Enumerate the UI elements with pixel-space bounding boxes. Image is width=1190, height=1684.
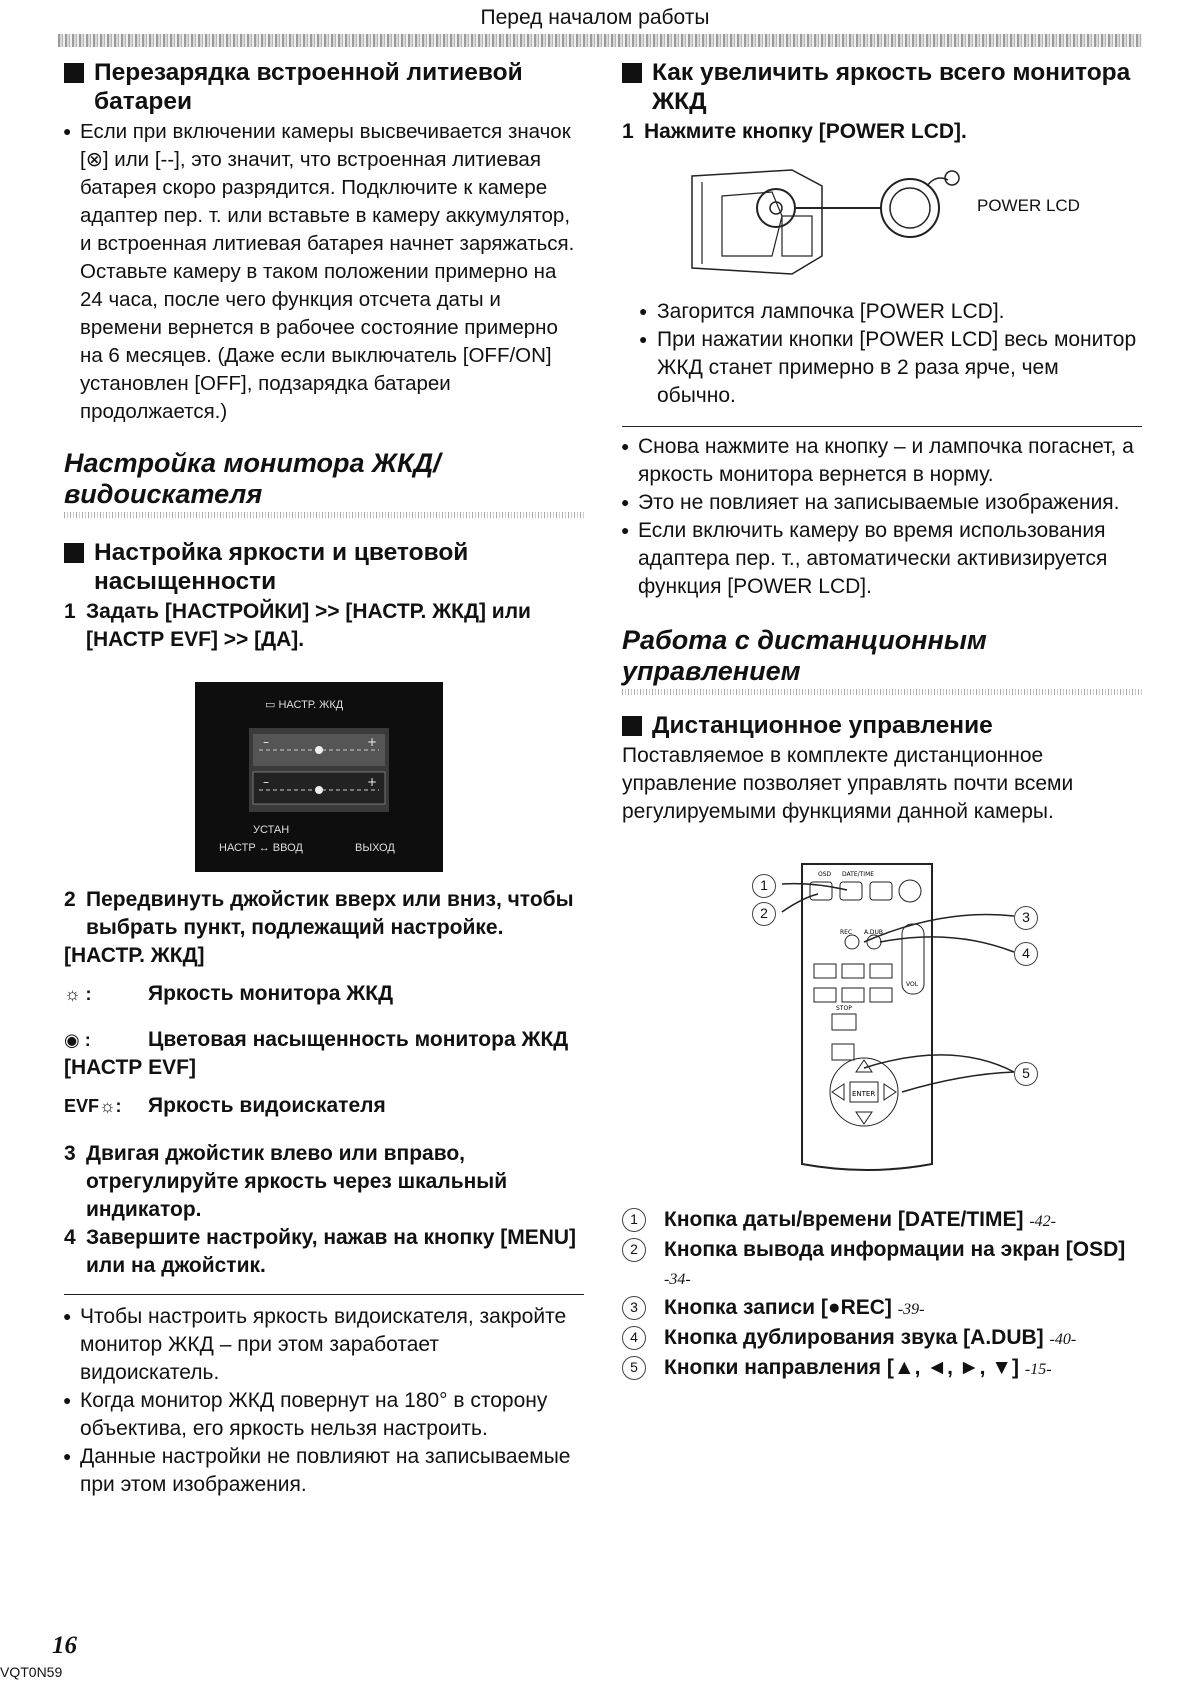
divider [64, 1294, 584, 1295]
evf-settings-label: [НАСТР EVF] [64, 1056, 196, 1079]
legend-item-2: 2 Кнопка вывода информации на экран [OSD] -34- [622, 1236, 1142, 1294]
remote-description: Поставляемое в комплекте дистанционное управление позволяет управлять почти всеми регулируемыми функциями данной камеры. [622, 744, 1074, 823]
rec-label: REC [840, 929, 853, 936]
enter-label: ENTER [852, 1090, 876, 1098]
step-1 [64, 598, 584, 654]
document-code: VQT0N59 [0, 1664, 63, 1680]
remote-section-heading [622, 625, 1142, 695]
step-text: Задать [НАСТРОЙКИ] >> [НАСТР. ЖКД] или [НАСТР EVF] >> [ДА]. [86, 600, 531, 651]
screen-nav-label: НАСТР ↔ ВВОД [219, 842, 303, 854]
note-item: ● Если включить камеру во время использования адаптера пер. т., автоматически активизируется функция [POWER LCD]. [622, 517, 1142, 601]
svg-text:–: – [263, 775, 269, 789]
brightness-icon: ☼ : [64, 984, 92, 1004]
svg-text:+: + [367, 735, 378, 749]
legend-item-1: 1 Кнопка даты/времени [DATE/TIME] -42- [622, 1206, 1142, 1236]
callout-4: 4 [1014, 940, 1056, 966]
section-dotband [622, 689, 1142, 695]
header-band [58, 34, 1142, 47]
adub-label: A.DUB [864, 929, 884, 936]
lcd-menu-screen [195, 682, 443, 872]
camcorder-illustration [672, 156, 1112, 296]
color-saturation-icon: ◉ : [64, 1030, 91, 1050]
lcd-section-title: Настройка монитора ЖКД/ видоискателя [64, 448, 441, 509]
callout-3: 3 [1014, 904, 1056, 930]
evf-brightness-icon: EVF☼: [64, 1096, 122, 1116]
lcd-screen-figure [64, 682, 584, 872]
screen-exit-label: ВЫХОД [355, 842, 395, 854]
remote-title: Дистанционное управление [652, 712, 993, 739]
adjust-scale-graphic [249, 728, 389, 812]
note-item: ● Чтобы настроить яркость видоискателя, закройте монитор ЖКД – при этом заработает видоискатель. [64, 1303, 584, 1387]
step-2 [64, 886, 584, 942]
osd-label: OSD [818, 871, 832, 878]
callout-1: 1 [752, 872, 794, 898]
note-item: ● Это не повлияет на записываемые изображения. [622, 489, 1142, 517]
svg-text:+: + [367, 775, 378, 789]
step-number: 4 [64, 1226, 76, 1249]
section-marker [64, 63, 84, 83]
step-4 [64, 1224, 584, 1280]
brightness-notes [64, 1303, 584, 1499]
legend-item-5: 5 Кнопки направления [▲, ◄, ►, ▼] -15- [622, 1354, 1142, 1384]
lcd-section-heading [64, 448, 584, 518]
stop-label: STOP [836, 1005, 852, 1012]
lcd-color-item: ◉ : Цветовая насыщенность монитора ЖКД [64, 1026, 584, 1054]
power-lcd-heading [622, 58, 1142, 116]
note-item: ● Снова нажмите на кнопку – и лампочка погаснет, а яркость монитора вернется в норму. [622, 433, 1142, 489]
lcd-settings-label: [НАСТР. ЖКД] [64, 944, 205, 967]
date-label: DATE/TIME [842, 871, 875, 878]
lcd-menu-icon: ▭ [265, 699, 276, 711]
page-number: 16 [52, 1632, 77, 1659]
recharge-title: Перезарядка встроенной литиевой батареи [94, 59, 523, 115]
step-number: 3 [64, 1142, 76, 1165]
note-item: ● Когда монитор ЖКД повернут на 180° в сторону объектива, его яркость нельзя настроить. [64, 1387, 584, 1443]
divider [622, 426, 1142, 427]
remote-heading [622, 711, 1142, 740]
left-column [64, 58, 584, 1499]
step-text: Передвинуть джойстик вверх или вниз, чтобы выбрать пункт, подлежащий настройке. [86, 888, 574, 939]
power-lcd-title: Как увеличить яркость всего монитора ЖКД [652, 59, 1131, 115]
page-header-title: Перед началом работы [480, 6, 710, 29]
callout-2: 2 [752, 900, 794, 926]
brightness-title: Настройка яркости и цветовой насыщенности [94, 539, 469, 595]
step-number: 2 [64, 888, 76, 911]
power-lcd-label: POWER LCD [977, 196, 1080, 215]
step-3 [64, 1140, 584, 1224]
step-number: 1 [64, 600, 76, 623]
power-lcd-step-1 [622, 118, 1142, 146]
remote-section-title: Работа с дистанционным управлением [622, 625, 987, 686]
vol-label: VOL [906, 981, 919, 988]
step-text: Двигая джойстик влево или вправо, отрегулируйте яркость через шкальный индикатор. [86, 1142, 508, 1221]
right-column [622, 58, 1142, 1384]
screen-set-label: УСТАН [253, 824, 290, 836]
legend-item-4: 4 Кнопка дублирования звука [A.DUB] -40- [622, 1324, 1142, 1354]
step-text: Завершите настройку, нажав на кнопку [MENU] или на джойстик. [86, 1226, 577, 1277]
remote-legend [622, 1206, 1142, 1384]
power-lcd-notes [622, 433, 1142, 601]
evf-brightness-item: EVF☼: Яркость видоискателя [64, 1092, 584, 1120]
recharge-bullet: ● Если при включении камеры высвечивается значок [⊗] или [--], это значит, что встроенная литиевая батарея скоро разрядится. Подключите к камере адаптер пер. т. или вставьте в камеру аккумулятор, и встроенная литиевая батарея начнет заряжаться. Оставьте камеру в таком положении примерно на 24 часа, после чего функция отсчета даты и времени вернется в рабочее состояние примерно на 6 месяцев. (Даже если выключатель [OFF/ON] установлен [OFF], подзарядка батареи продолжается.) [64, 118, 584, 426]
legend-item-3: 3 Кнопка записи [●REC] -39- [622, 1294, 1142, 1324]
section-marker [64, 543, 84, 563]
step-number: 1 [622, 120, 634, 143]
callout-5: 5 [1014, 1060, 1056, 1086]
screen-title: ▭ НАСТР. ЖКД [265, 699, 344, 711]
recharge-heading [64, 58, 584, 116]
remote-control-illustration [752, 854, 1052, 1184]
section-dotband [64, 512, 584, 518]
bullet-item: ● Загорится лампочка [POWER LCD]. [640, 298, 1142, 326]
camera-figure [622, 156, 1142, 296]
step-text: Нажмите кнопку [POWER LCD]. [644, 120, 967, 143]
brightness-heading [64, 538, 584, 596]
bullet-item: ● При нажатии кнопки [POWER LCD] весь монитор ЖКД станет примерно в 2 раза ярче, чем обычно. [640, 326, 1142, 410]
section-marker [622, 63, 642, 83]
note-item: ● Данные настройки не повлияют на записываемые при этом изображения. [64, 1443, 584, 1499]
power-lcd-bullets [622, 298, 1142, 410]
lcd-brightness-item: ☼ : Яркость монитора ЖКД [64, 980, 584, 1008]
remote-figure [622, 854, 1142, 1184]
svg-text:–: – [263, 735, 269, 749]
section-marker [622, 716, 642, 736]
